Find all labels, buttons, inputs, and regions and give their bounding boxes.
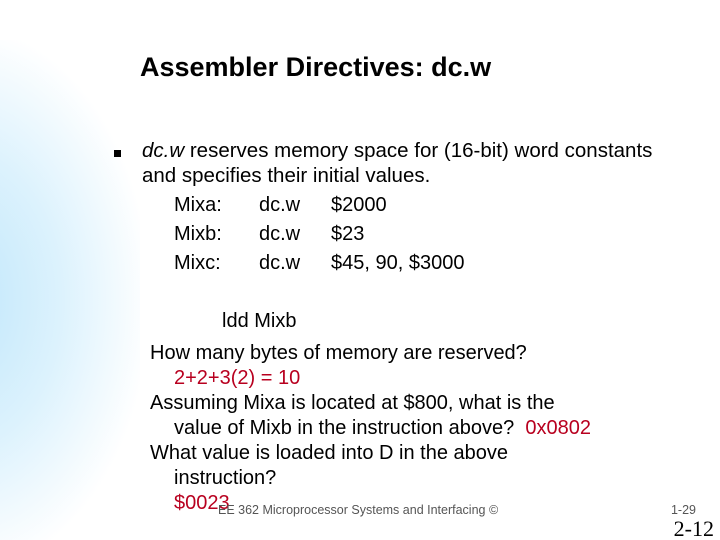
answer-1: 2+2+3(2) = 10 <box>174 367 301 389</box>
question-3-line-1: What value is loaded into D in the above <box>150 442 508 464</box>
question-2-line-2 <box>150 416 670 441</box>
answer-2: 0x0802 <box>525 417 591 439</box>
slide-title: Assembler Directives: dc.w <box>140 52 492 82</box>
question-2-text: value of Mixb in the instruction above? <box>174 417 515 439</box>
question-block <box>150 341 670 516</box>
bullet-square-icon <box>114 150 121 157</box>
code-op: dc.w <box>259 252 301 274</box>
question-1: How many bytes of memory are reserved? <box>150 342 527 364</box>
page-number: 1-29 <box>670 503 696 517</box>
answer-3: $0023 <box>174 492 230 514</box>
background-glow <box>0 40 140 540</box>
code-label: Mixb: <box>174 223 222 245</box>
code-arg: $23 <box>331 223 365 245</box>
code-arg: $2000 <box>331 194 387 216</box>
bullet-text <box>142 138 662 188</box>
question-3-line-2: instruction? <box>174 467 277 489</box>
code-op: dc.w <box>259 194 301 216</box>
question-2-line-1: Assuming Mixa is located at $800, what is the <box>150 392 555 414</box>
code-op: dc.w <box>259 223 301 245</box>
code-arg: $45, 90, $3000 <box>331 252 465 274</box>
bullet-keyword: dc.w <box>142 139 185 162</box>
footer-text: EE 362 Microprocessor Systems and Interfacing © <box>218 503 499 517</box>
code-label: Mixa: <box>174 194 222 216</box>
code-label: Mixc: <box>174 252 221 274</box>
instruction-line: ldd Mixb <box>222 310 297 332</box>
bullet-rest: reserves memory space for (16-bit) word constants and specifies their initial values. <box>142 139 653 187</box>
slide-id: 2-12 <box>673 516 714 540</box>
